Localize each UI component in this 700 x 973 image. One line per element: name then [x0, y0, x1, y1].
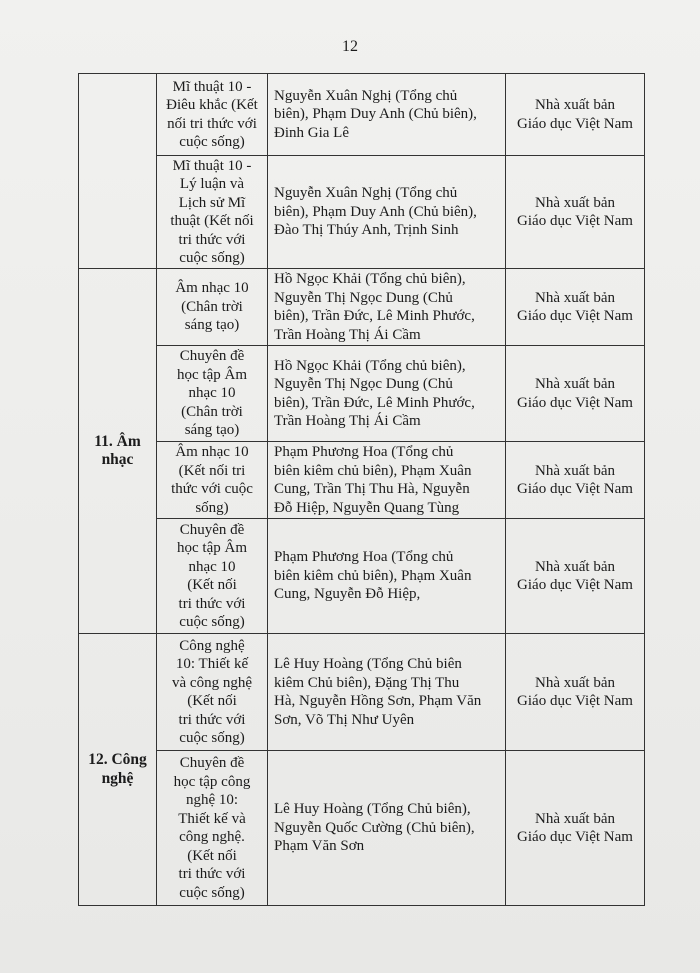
publisher-cell: Nhà xuất bản Giáo dục Việt Nam [506, 269, 645, 346]
authors-cell: Phạm Phương Hoa (Tổng chủ biên kiêm chủ biên), Phạm Xuân Cung, Trần Thị Thu Hà, Nguyễn Đỗ Hiệp, Nguyễn Quang Tùng [268, 442, 506, 519]
subject-cell: 12. Công nghệ [79, 634, 157, 906]
table-row [79, 519, 645, 634]
book-title-cell: Âm nhạc 10 (Kết nối tri thức với cuộc sống) [157, 442, 268, 519]
table-row [79, 346, 645, 442]
publisher-cell: Nhà xuất bản Giáo dục Việt Nam [506, 346, 645, 442]
publisher-cell: Nhà xuất bản Giáo dục Việt Nam [506, 74, 645, 156]
table-row [79, 751, 645, 906]
authors-cell: Hồ Ngọc Khải (Tổng chủ biên), Nguyễn Thị Ngọc Dung (Chủ biên), Trần Đức, Lê Minh Phước, Trần Hoàng Thị Ái Cầm [268, 269, 506, 346]
table-row [79, 269, 645, 346]
publisher-cell: Nhà xuất bản Giáo dục Việt Nam [506, 519, 645, 634]
publisher-cell: Nhà xuất bản Giáo dục Việt Nam [506, 751, 645, 906]
authors-cell: Hồ Ngọc Khải (Tổng chủ biên), Nguyễn Thị Ngọc Dung (Chủ biên), Trần Đức, Lê Minh Phước, Trần Hoàng Thị Ái Cầm [268, 346, 506, 442]
publisher-cell: Nhà xuất bản Giáo dục Việt Nam [506, 634, 645, 751]
book-title-cell: Âm nhạc 10 (Chân trời sáng tạo) [157, 269, 268, 346]
authors-cell: Lê Huy Hoàng (Tổng Chủ biên kiêm Chủ biên), Đặng Thị Thu Hà, Nguyễn Hồng Sơn, Phạm Văn Sơn, Võ Thị Như Uyên [268, 634, 506, 751]
publisher-cell: Nhà xuất bản Giáo dục Việt Nam [506, 442, 645, 519]
authors-cell: Nguyễn Xuân Nghị (Tổng chủ biên), Phạm Duy Anh (Chủ biên), Đào Thị Thúy Anh, Trịnh Sinh [268, 156, 506, 269]
book-title-cell: Chuyên đề học tập Âm nhạc 10 (Chân trời sáng tạo) [157, 346, 268, 442]
book-title-cell: Chuyên đề học tập Âm nhạc 10 (Kết nối tri thức với cuộc sống) [157, 519, 268, 634]
authors-cell: Nguyễn Xuân Nghị (Tổng chủ biên), Phạm Duy Anh (Chủ biên), Đinh Gia Lê [268, 74, 506, 156]
table-row [79, 74, 645, 156]
table-row [79, 634, 645, 751]
book-title-cell: Mĩ thuật 10 - Lý luận và Lịch sử Mĩ thuật (Kết nối tri thức với cuộc sống) [157, 156, 268, 269]
book-title-cell: Công nghệ 10: Thiết kế và công nghệ (Kết nối tri thức với cuộc sống) [157, 634, 268, 751]
subject-cell [79, 74, 157, 269]
subject-cell: 11. Âm nhạc [79, 269, 157, 634]
book-title-cell: Mĩ thuật 10 - Điêu khắc (Kết nối tri thức với cuộc sống) [157, 74, 268, 156]
authors-cell: Phạm Phương Hoa (Tổng chủ biên kiêm chủ biên), Phạm Xuân Cung, Nguyễn Đỗ Hiệp, [268, 519, 506, 634]
table-row [79, 156, 645, 269]
textbook-table [78, 73, 645, 906]
publisher-cell: Nhà xuất bản Giáo dục Việt Nam [506, 156, 645, 269]
book-title-cell: Chuyên đề học tập công nghệ 10: Thiết kế và công nghệ. (Kết nối tri thức với cuộc sống) [157, 751, 268, 906]
table-row [79, 442, 645, 519]
authors-cell: Lê Huy Hoàng (Tổng Chủ biên), Nguyễn Quốc Cường (Chủ biên), Phạm Văn Sơn [268, 751, 506, 906]
page-number: 12 [342, 38, 358, 55]
